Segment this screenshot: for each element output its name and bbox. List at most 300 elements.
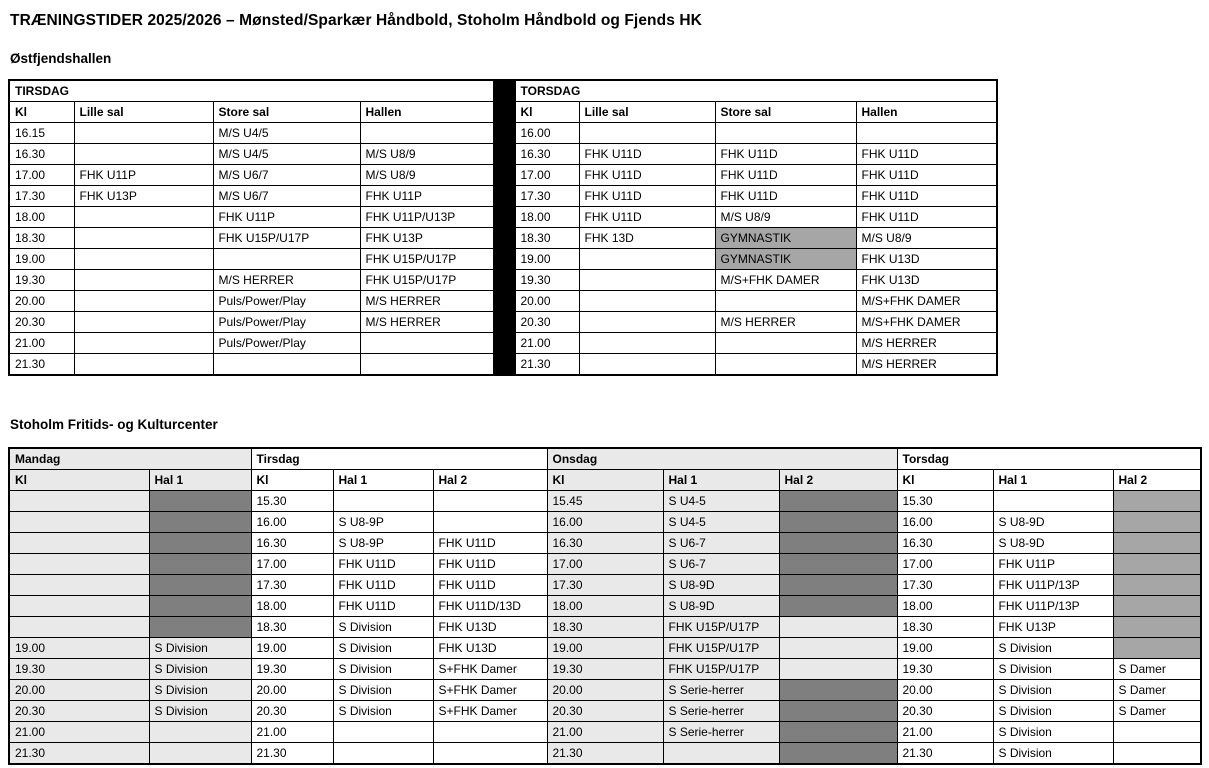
column-header: Lille sal (579, 102, 715, 123)
time-cell (9, 533, 149, 554)
separator-bar (493, 123, 515, 144)
time-cell: 18.30 (9, 228, 74, 249)
activity-cell: FHK U13P (993, 617, 1113, 638)
oestfjendshallen-schedule-table (8, 79, 998, 376)
activity-cell: FHK U11D (579, 144, 715, 165)
activity-cell: S Damer (1113, 701, 1201, 722)
day-header: Tirsdag (251, 448, 547, 470)
column-header: Hal 2 (1113, 470, 1201, 491)
page-title: TRÆNINGSTIDER 2025/2026 – Mønsted/Sparkær Håndbold, Stoholm Håndbold og Fjends HK (10, 12, 702, 29)
activity-cell: M/S+FHK DAMER (715, 270, 856, 291)
table-row (9, 291, 997, 312)
time-cell: 16.30 (547, 533, 663, 554)
activity-cell: S U8-9D (993, 533, 1113, 554)
activity-cell (149, 617, 251, 638)
activity-cell (1113, 743, 1201, 765)
time-cell: 16.30 (9, 144, 74, 165)
activity-cell: FHK U11D (856, 186, 997, 207)
activity-cell (1113, 722, 1201, 743)
time-cell: 17.30 (897, 575, 993, 596)
activity-cell: FHK U11D (333, 596, 433, 617)
activity-cell: FHK U11P (993, 554, 1113, 575)
activity-cell: S Serie-herrer (663, 680, 779, 701)
activity-cell: M/S HERRER (213, 270, 360, 291)
time-cell: 16.00 (897, 512, 993, 533)
separator-bar (493, 207, 515, 228)
time-cell: 16.30 (515, 144, 579, 165)
table-row (9, 165, 997, 186)
time-cell: 16.00 (515, 123, 579, 144)
activity-cell: S Damer (1113, 659, 1201, 680)
time-cell: 17.00 (251, 554, 333, 575)
table-row (9, 270, 997, 291)
time-cell: 19.30 (547, 659, 663, 680)
activity-cell (333, 722, 433, 743)
table-row (9, 617, 1201, 638)
time-cell: 20.00 (9, 291, 74, 312)
time-cell: 16.15 (9, 123, 74, 144)
time-cell: 15.30 (897, 491, 993, 512)
activity-cell: FHK U11D (856, 207, 997, 228)
activity-cell (779, 596, 897, 617)
activity-cell: S Division (333, 638, 433, 659)
activity-cell: S Division (993, 743, 1113, 765)
time-cell: 16.00 (251, 512, 333, 533)
time-cell: 20.30 (9, 312, 74, 333)
time-cell: 18.00 (897, 596, 993, 617)
activity-cell (779, 743, 897, 765)
activity-cell (579, 123, 715, 144)
activity-cell: FHK U11D (579, 186, 715, 207)
activity-cell (1113, 512, 1201, 533)
activity-cell: FHK U11P (360, 186, 493, 207)
activity-cell (149, 512, 251, 533)
time-cell: 18.00 (515, 207, 579, 228)
activity-cell: FHK U15P/U17P (663, 617, 779, 638)
activity-cell (74, 312, 213, 333)
separator-bar (493, 102, 515, 123)
column-header: Kl (515, 102, 579, 123)
activity-cell (579, 270, 715, 291)
activity-cell: FHK U11D (579, 165, 715, 186)
column-header: Hallen (856, 102, 997, 123)
time-cell: 21.30 (251, 743, 333, 765)
time-cell: 21.30 (9, 354, 74, 376)
activity-cell (333, 491, 433, 512)
time-cell: 18.00 (9, 207, 74, 228)
activity-cell: S+FHK Damer (433, 680, 547, 701)
table-row (9, 533, 1201, 554)
activity-cell: FHK U11D (333, 554, 433, 575)
activity-cell: FHK U11D (579, 207, 715, 228)
activity-cell: S Division (993, 638, 1113, 659)
activity-cell (74, 270, 213, 291)
time-cell: 17.00 (897, 554, 993, 575)
time-cell: 20.30 (9, 701, 149, 722)
activity-cell: S Division (993, 659, 1113, 680)
activity-cell: FHK U11D (433, 575, 547, 596)
column-header: Hal 1 (993, 470, 1113, 491)
time-cell: 20.30 (547, 701, 663, 722)
activity-cell (213, 249, 360, 270)
activity-cell: M/S U4/5 (213, 123, 360, 144)
column-header: Kl (9, 470, 149, 491)
activity-cell (149, 722, 251, 743)
section-title-stoholm: Stoholm Fritids- og Kulturcenter (10, 417, 218, 432)
activity-cell: Puls/Power/Play (213, 333, 360, 354)
time-cell: 17.00 (9, 165, 74, 186)
time-cell: 20.30 (897, 701, 993, 722)
time-cell (9, 554, 149, 575)
activity-cell: S U6-7 (663, 533, 779, 554)
activity-cell (715, 333, 856, 354)
table-row (9, 312, 997, 333)
activity-cell: FHK U11P/13P (993, 596, 1113, 617)
activity-cell: S Division (333, 701, 433, 722)
day-header: Torsdag (897, 448, 1201, 470)
activity-cell: FHK U13P (74, 186, 213, 207)
time-cell: 19.00 (547, 638, 663, 659)
day-header: Mandag (9, 448, 251, 470)
activity-cell (74, 354, 213, 376)
time-cell: 21.30 (9, 743, 149, 765)
activity-cell (715, 123, 856, 144)
time-cell (9, 617, 149, 638)
activity-cell (149, 575, 251, 596)
activity-cell: S Division (333, 659, 433, 680)
activity-cell: FHK U11D (856, 165, 997, 186)
time-cell: 19.30 (9, 270, 74, 291)
activity-cell: FHK U11P/13P (993, 575, 1113, 596)
activity-cell (779, 554, 897, 575)
activity-cell (779, 701, 897, 722)
time-cell: 18.30 (897, 617, 993, 638)
activity-cell: M/S U8/9 (856, 228, 997, 249)
table-row (9, 596, 1201, 617)
table-row (9, 207, 997, 228)
activity-cell (779, 638, 897, 659)
activity-cell: M/S+FHK DAMER (856, 312, 997, 333)
time-cell: 19.30 (515, 270, 579, 291)
activity-cell (993, 491, 1113, 512)
activity-cell (74, 249, 213, 270)
column-header: Kl (897, 470, 993, 491)
day-header: TORSDAG (515, 80, 997, 102)
time-cell: 17.30 (9, 186, 74, 207)
column-header: Store sal (715, 102, 856, 123)
activity-cell: M/S U4/5 (213, 144, 360, 165)
day-header: TIRSDAG (9, 80, 493, 102)
activity-cell (213, 354, 360, 376)
activity-cell: S U8-9D (663, 596, 779, 617)
activity-cell (779, 575, 897, 596)
time-cell: 17.30 (251, 575, 333, 596)
separator-bar (493, 249, 515, 270)
time-cell: 21.30 (897, 743, 993, 765)
time-cell: 16.30 (897, 533, 993, 554)
activity-cell: FHK U15P/U17P (663, 659, 779, 680)
activity-cell: S+FHK Damer (433, 659, 547, 680)
activity-cell (333, 743, 433, 765)
activity-cell: FHK U13P (360, 228, 493, 249)
column-header: Hal 1 (663, 470, 779, 491)
activity-cell: S U4-5 (663, 491, 779, 512)
activity-cell (149, 743, 251, 765)
activity-cell: M/S U6/7 (213, 165, 360, 186)
time-cell: 18.00 (547, 596, 663, 617)
time-cell: 21.00 (9, 333, 74, 354)
activity-cell (1113, 491, 1201, 512)
activity-cell: M/S U6/7 (213, 186, 360, 207)
activity-cell: FHK U11D (715, 186, 856, 207)
activity-cell (715, 354, 856, 376)
time-cell: 16.00 (547, 512, 663, 533)
activity-cell (1113, 554, 1201, 575)
column-header: Hal 1 (149, 470, 251, 491)
table-row (9, 659, 1201, 680)
activity-cell (1113, 596, 1201, 617)
activity-cell: FHK U15P/U17P (213, 228, 360, 249)
table-row (9, 249, 997, 270)
column-header: Store sal (213, 102, 360, 123)
activity-cell: Puls/Power/Play (213, 312, 360, 333)
activity-cell: S Division (149, 701, 251, 722)
activity-cell: FHK U11P (74, 165, 213, 186)
activity-cell (1113, 617, 1201, 638)
activity-cell (433, 743, 547, 765)
activity-cell: Puls/Power/Play (213, 291, 360, 312)
activity-cell (715, 291, 856, 312)
activity-cell (360, 333, 493, 354)
activity-cell (74, 333, 213, 354)
activity-cell: M/S HERRER (360, 312, 493, 333)
activity-cell: FHK U11P (213, 207, 360, 228)
section-title-oestfjendshallen: Østfjendshallen (10, 51, 112, 66)
activity-cell (149, 554, 251, 575)
table-row (9, 186, 997, 207)
time-cell: 19.30 (897, 659, 993, 680)
table-row (9, 701, 1201, 722)
table-row (9, 722, 1201, 743)
activity-cell: GYMNASTIK (715, 249, 856, 270)
activity-cell (779, 533, 897, 554)
activity-cell: FHK U11D (715, 144, 856, 165)
activity-cell (579, 291, 715, 312)
activity-cell (1113, 533, 1201, 554)
time-cell: 17.30 (515, 186, 579, 207)
table-row (9, 680, 1201, 701)
time-cell: 21.00 (515, 333, 579, 354)
time-cell: 19.00 (251, 638, 333, 659)
activity-cell: S Division (993, 701, 1113, 722)
activity-cell: S Division (993, 680, 1113, 701)
activity-cell (579, 312, 715, 333)
separator-bar (493, 80, 515, 102)
column-header: Kl (547, 470, 663, 491)
table-row (9, 228, 997, 249)
column-header: Kl (9, 102, 74, 123)
activity-cell: FHK U15P/U17P (360, 270, 493, 291)
time-cell: 19.30 (9, 659, 149, 680)
time-cell: 18.30 (515, 228, 579, 249)
table-row (9, 491, 1201, 512)
table-row (9, 333, 997, 354)
activity-cell: FHK U13D (856, 249, 997, 270)
activity-cell (663, 743, 779, 765)
time-cell: 21.00 (251, 722, 333, 743)
activity-cell (779, 680, 897, 701)
activity-cell: S Division (333, 680, 433, 701)
activity-cell (433, 491, 547, 512)
activity-cell (579, 354, 715, 376)
time-cell: 21.30 (515, 354, 579, 376)
table-row (9, 638, 1201, 659)
activity-cell: M/S HERRER (360, 291, 493, 312)
activity-cell (1113, 575, 1201, 596)
activity-cell (74, 123, 213, 144)
time-cell: 20.00 (251, 680, 333, 701)
time-cell: 20.30 (251, 701, 333, 722)
activity-cell: M/S U8/9 (360, 165, 493, 186)
activity-cell: FHK U11P/U13P (360, 207, 493, 228)
time-cell (9, 491, 149, 512)
activity-cell: S Division (149, 659, 251, 680)
stoholm-schedule-table (8, 447, 1202, 765)
table-row (9, 743, 1201, 765)
column-header: Hal 1 (333, 470, 433, 491)
activity-cell (779, 491, 897, 512)
separator-bar (493, 354, 515, 376)
activity-cell: S U8-9D (663, 575, 779, 596)
table-row (9, 512, 1201, 533)
time-cell (9, 575, 149, 596)
time-cell: 17.00 (515, 165, 579, 186)
activity-cell: FHK U11D (856, 144, 997, 165)
time-cell: 21.30 (547, 743, 663, 765)
time-cell: 21.00 (897, 722, 993, 743)
activity-cell (1113, 638, 1201, 659)
table-row (9, 554, 1201, 575)
activity-cell (579, 333, 715, 354)
activity-cell (149, 596, 251, 617)
separator-bar (493, 312, 515, 333)
activity-cell (74, 207, 213, 228)
activity-cell (149, 491, 251, 512)
activity-cell (149, 533, 251, 554)
activity-cell: M/S U8/9 (715, 207, 856, 228)
activity-cell: S U6-7 (663, 554, 779, 575)
activity-cell: FHK U13D (433, 638, 547, 659)
activity-cell: FHK U11D/13D (433, 596, 547, 617)
activity-cell: FHK U11D (433, 533, 547, 554)
activity-cell (579, 249, 715, 270)
activity-cell (779, 659, 897, 680)
activity-cell: FHK U11D (433, 554, 547, 575)
time-cell: 15.45 (547, 491, 663, 512)
separator-bar (493, 186, 515, 207)
activity-cell: GYMNASTIK (715, 228, 856, 249)
activity-cell: FHK U15P/U17P (663, 638, 779, 659)
day-header: Onsdag (547, 448, 897, 470)
separator-bar (493, 270, 515, 291)
time-cell: 17.30 (547, 575, 663, 596)
activity-cell: S U8-9P (333, 512, 433, 533)
activity-cell: S U8-9P (333, 533, 433, 554)
activity-cell: FHK U15P/U17P (360, 249, 493, 270)
table-row (9, 123, 997, 144)
activity-cell: FHK U11D (715, 165, 856, 186)
time-cell: 20.00 (515, 291, 579, 312)
time-cell: 20.00 (547, 680, 663, 701)
time-cell (9, 596, 149, 617)
activity-cell (856, 123, 997, 144)
activity-cell (74, 291, 213, 312)
activity-cell (779, 722, 897, 743)
activity-cell (74, 228, 213, 249)
activity-cell: M/S+FHK DAMER (856, 291, 997, 312)
activity-cell (433, 722, 547, 743)
time-cell: 19.00 (515, 249, 579, 270)
time-cell: 20.30 (515, 312, 579, 333)
time-cell: 21.00 (547, 722, 663, 743)
time-cell: 21.00 (9, 722, 149, 743)
column-header: Lille sal (74, 102, 213, 123)
time-cell: 17.00 (547, 554, 663, 575)
activity-cell: M/S HERRER (856, 333, 997, 354)
activity-cell (74, 144, 213, 165)
separator-bar (493, 144, 515, 165)
separator-bar (493, 291, 515, 312)
activity-cell: S Serie-herrer (663, 722, 779, 743)
column-header: Kl (251, 470, 333, 491)
time-cell (9, 512, 149, 533)
column-header: Hallen (360, 102, 493, 123)
activity-cell: S Division (993, 722, 1113, 743)
activity-cell: FHK 13D (579, 228, 715, 249)
activity-cell: S U4-5 (663, 512, 779, 533)
time-cell: 20.00 (9, 680, 149, 701)
column-header: Hal 2 (779, 470, 897, 491)
time-cell: 18.30 (547, 617, 663, 638)
activity-cell: S Division (333, 617, 433, 638)
activity-cell: S Division (149, 680, 251, 701)
activity-cell: FHK U13D (433, 617, 547, 638)
time-cell: 20.00 (897, 680, 993, 701)
time-cell: 16.30 (251, 533, 333, 554)
activity-cell: M/S HERRER (715, 312, 856, 333)
activity-cell: S+FHK Damer (433, 701, 547, 722)
activity-cell (779, 512, 897, 533)
table-row (9, 575, 1201, 596)
activity-cell: M/S U8/9 (360, 144, 493, 165)
time-cell: 19.00 (897, 638, 993, 659)
separator-bar (493, 165, 515, 186)
activity-cell: S Damer (1113, 680, 1201, 701)
activity-cell: S Division (149, 638, 251, 659)
table-row (9, 144, 997, 165)
activity-cell (360, 123, 493, 144)
activity-cell (360, 354, 493, 376)
time-cell: 18.30 (251, 617, 333, 638)
separator-bar (493, 228, 515, 249)
activity-cell: S Serie-herrer (663, 701, 779, 722)
activity-cell: FHK U11D (333, 575, 433, 596)
separator-bar (493, 333, 515, 354)
activity-cell: S U8-9D (993, 512, 1113, 533)
activity-cell (779, 617, 897, 638)
column-header: Hal 2 (433, 470, 547, 491)
time-cell: 19.30 (251, 659, 333, 680)
